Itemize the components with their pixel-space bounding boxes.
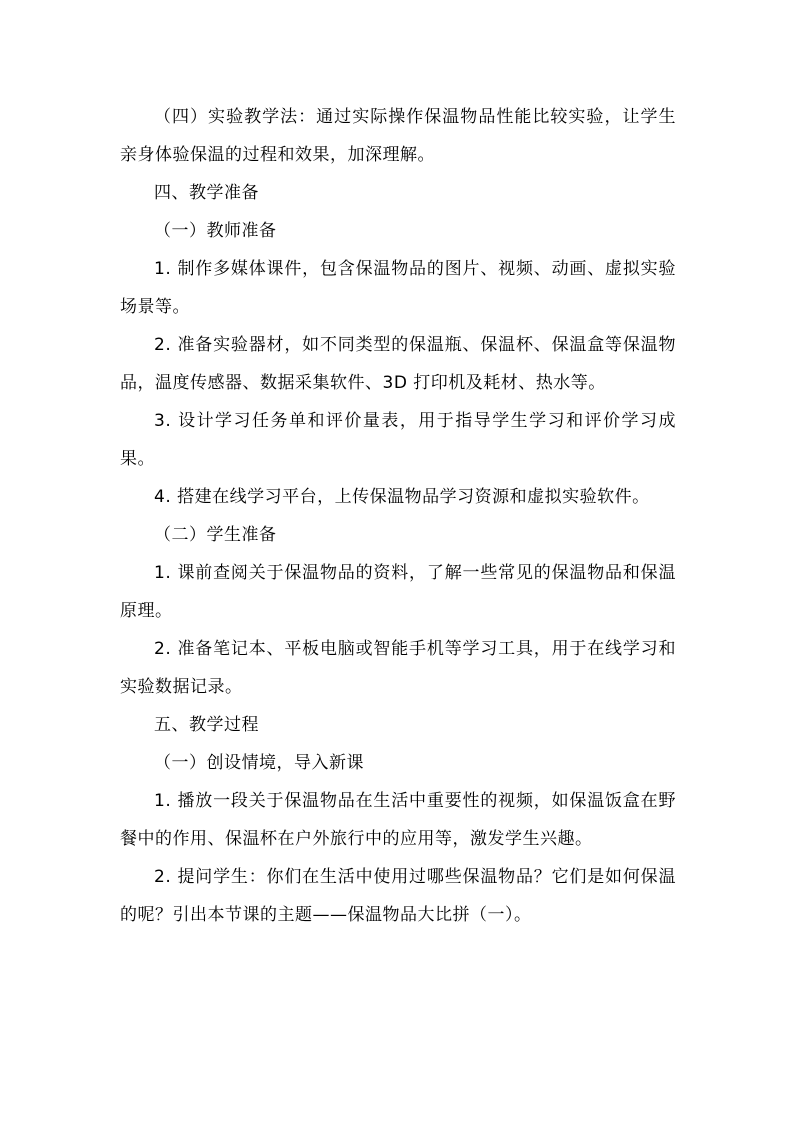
paragraph-experiment-method: （四）实验教学法：通过实际操作保温物品性能比较实验，让学生亲身体验保温的过程和效果，加深理解。 — [120, 107, 676, 165]
subheading-student-preparation: （二）学生准备 — [154, 525, 277, 545]
document-body — [120, 98, 676, 934]
list-item-student-1: 1. 课前查阅关于保温物品的资料，了解一些常见的保温物品和保温原理。 — [120, 563, 676, 621]
subheading-create-context: （一）创设情境，导入新课 — [154, 753, 364, 773]
list-item-teacher-2: 2. 准备实验器材，如不同类型的保温瓶、保温杯、保温盒等保温物品，温度传感器、数据采集软件、3D 打印机及耗材、热水等。 — [120, 335, 676, 393]
heading-teaching-preparation: 四、教学准备 — [154, 183, 259, 203]
list-item-teacher-1: 1. 制作多媒体课件，包含保温物品的图片、视频、动画、虚拟实验场景等。 — [120, 259, 676, 317]
list-item-teacher-4: 4. 搭建在线学习平台，上传保温物品学习资源和虚拟实验软件。 — [154, 487, 650, 507]
subheading-teacher-preparation: （一）教师准备 — [154, 221, 277, 241]
list-item-teacher-3: 3. 设计学习任务单和评价量表，用于指导学生学习和评价学习成果。 — [120, 411, 676, 469]
list-item-process-1: 1. 播放一段关于保温物品在生活中重要性的视频，如保温饭盒在野餐中的作用、保温杯在户外旅行中的应用等，激发学生兴趣。 — [120, 791, 676, 849]
heading-teaching-process: 五、教学过程 — [154, 715, 259, 735]
list-item-student-2: 2. 准备笔记本、平板电脑或智能手机等学习工具，用于在线学习和实验数据记录。 — [120, 639, 676, 697]
list-item-process-2: 2. 提问学生：你们在生活中使用过哪些保温物品？它们是如何保温的呢？引出本节课的主题——保温物品大比拼（一）。 — [120, 867, 676, 925]
